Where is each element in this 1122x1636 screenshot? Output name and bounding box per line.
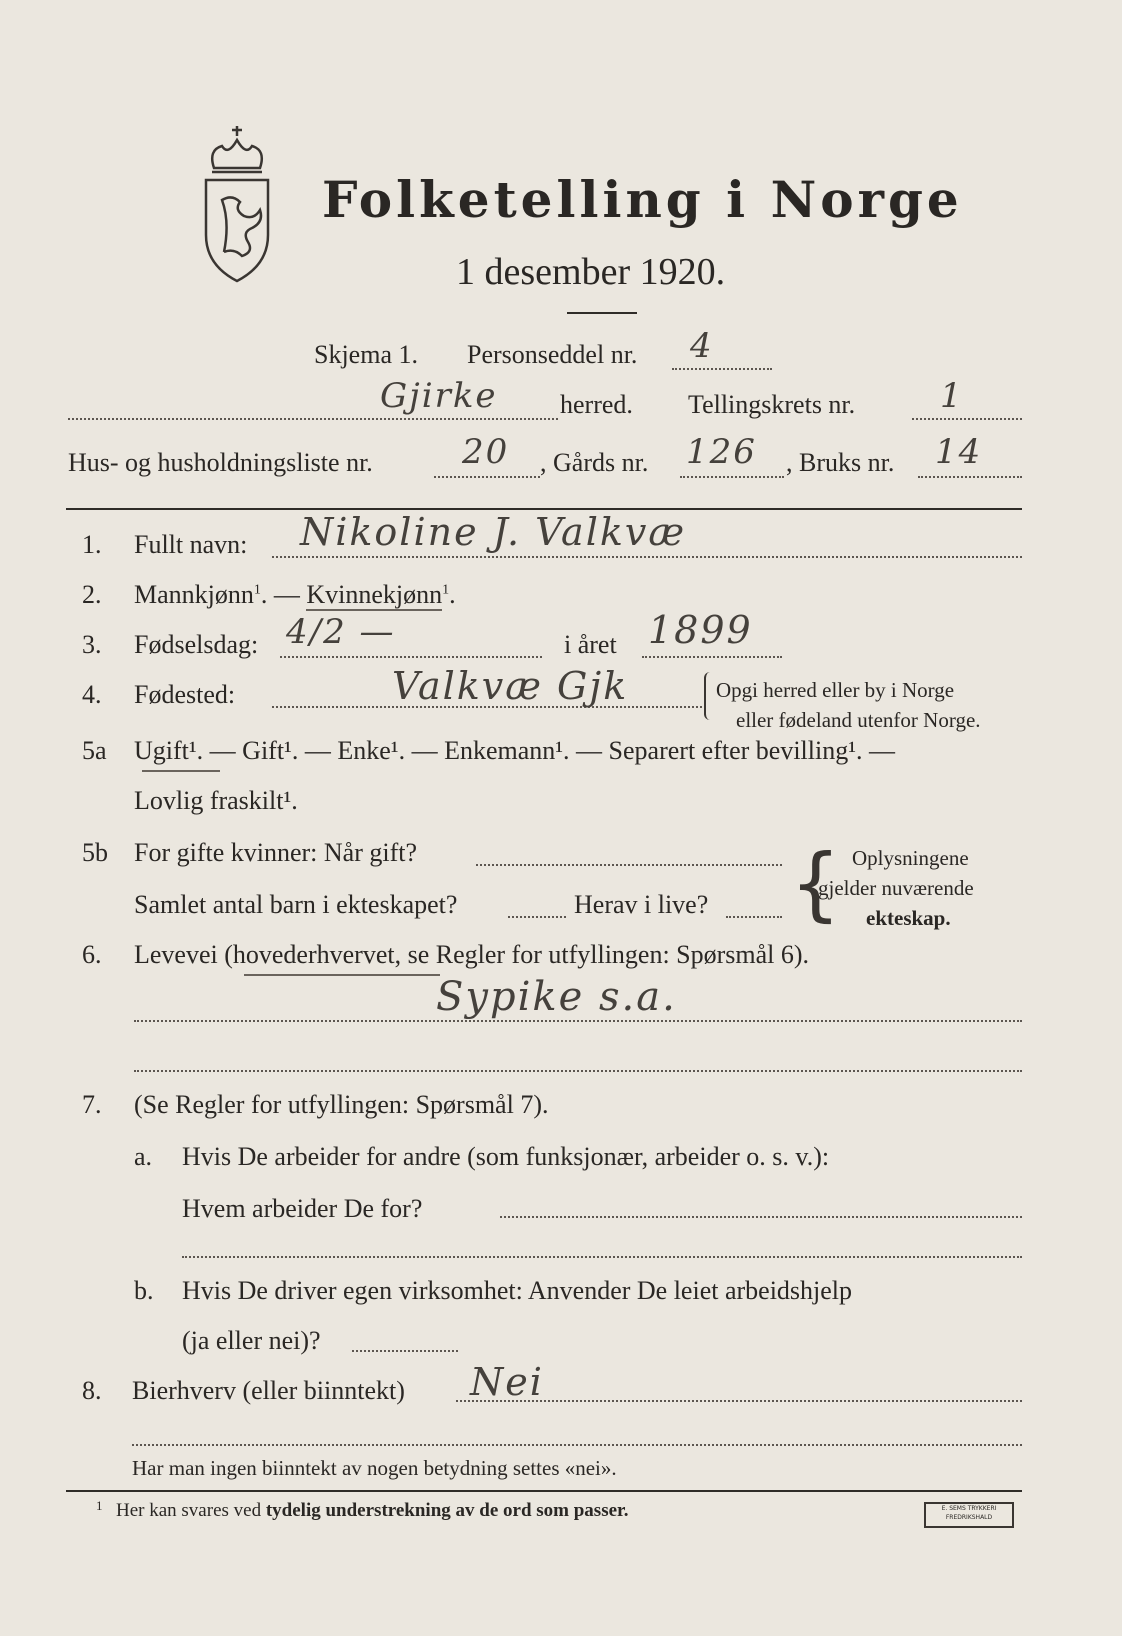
q5a-options: Ugift¹. — Gift¹. — Enke¹. — Enkemann¹. — Separert efter bevilling¹. — bbox=[134, 736, 896, 765]
form-title: Folketelling i Norge bbox=[322, 170, 963, 229]
q8-label: Bierhverv (eller biinntekt) bbox=[132, 1376, 405, 1405]
husholdningsliste-label: Hus- og husholdningsliste nr. bbox=[68, 448, 373, 477]
coat-of-arms-icon bbox=[192, 120, 282, 285]
mannkjonn-option: Mannkjønn bbox=[134, 580, 254, 609]
herred-label: herred. bbox=[560, 390, 633, 419]
personseddel-line bbox=[672, 368, 772, 370]
q7a-line-extra bbox=[182, 1256, 1022, 1258]
q5a-number: 5a bbox=[82, 736, 107, 765]
q1-label: Fullt navn: bbox=[134, 530, 248, 559]
q1-line bbox=[272, 556, 1022, 558]
q6-line-1 bbox=[134, 1020, 1022, 1022]
q7-label: (Se Regler for utfyllingen: Spørsmål 7). bbox=[134, 1090, 549, 1119]
personseddel-value: 4 bbox=[690, 326, 714, 366]
q4-number: 4. bbox=[82, 680, 102, 709]
q5b-children-line bbox=[508, 916, 566, 918]
title-divider bbox=[567, 312, 637, 314]
q3-label: Fødselsdag: bbox=[134, 630, 259, 659]
herred-line bbox=[68, 418, 558, 420]
q5b-note-line1: Oplysningene bbox=[852, 846, 969, 870]
tellingskrets-value: 1 bbox=[940, 376, 964, 416]
q5b-alive-label: Herav i live? bbox=[574, 890, 709, 919]
q5a-options-line2: Lovlig fraskilt¹. bbox=[134, 786, 298, 815]
bruks-line bbox=[918, 476, 1022, 478]
tellingskrets-label: Tellingskrets nr. bbox=[688, 390, 856, 419]
bruks-label: , Bruks nr. bbox=[786, 448, 895, 477]
printer-stamp-line1: E. SEMS TRYKKERI bbox=[941, 1505, 997, 1512]
gards-line bbox=[680, 476, 784, 478]
q2-sup-a: 1 bbox=[253, 582, 261, 598]
printer-stamp bbox=[924, 1502, 1014, 1528]
q6-number: 6. bbox=[82, 940, 102, 969]
q7a-line2: Hvem arbeider De for? bbox=[182, 1194, 423, 1223]
gards-value: 126 bbox=[686, 432, 757, 472]
q3-year-value: 1899 bbox=[648, 608, 753, 652]
q2-number: 2. bbox=[82, 580, 102, 609]
q5b-note-line3: ekteskap. bbox=[866, 906, 951, 930]
personseddel-label: Personseddel nr. bbox=[467, 340, 638, 369]
q8-line-extra bbox=[132, 1444, 1022, 1446]
ugift-underline bbox=[142, 770, 220, 772]
husholdningsliste-value: 20 bbox=[462, 432, 510, 472]
husholdningsliste-line bbox=[434, 476, 540, 478]
q4-note-line2: eller fødeland utenfor Norge. bbox=[736, 708, 981, 732]
hovederhvervet-underline bbox=[244, 974, 440, 976]
q3-value: 4/2 — bbox=[286, 612, 396, 652]
q4-note-line1: Opgi herred eller by i Norge bbox=[716, 678, 955, 702]
q4-value: Valkvæ Gjk bbox=[392, 664, 629, 708]
q6-line-2 bbox=[134, 1070, 1022, 1072]
q2-end: . bbox=[449, 580, 456, 609]
q1-number: 1. bbox=[82, 530, 102, 559]
q7b-line2: (ja eller nei)? bbox=[182, 1326, 321, 1355]
q8-value: Nei bbox=[470, 1360, 544, 1404]
q7b-line bbox=[352, 1350, 458, 1352]
q4-brace bbox=[704, 672, 716, 720]
q5b-number: 5b bbox=[82, 838, 108, 867]
q3-line bbox=[280, 656, 542, 658]
q2-options bbox=[134, 580, 456, 610]
footnote-text-b: tydelig understrekning av de ord som passer. bbox=[265, 1500, 629, 1521]
q5b-when-line bbox=[476, 864, 782, 866]
q6-label: Levevei (hovederhvervet, se Regler for utfyllingen: Spørsmål 6). bbox=[134, 940, 810, 969]
q5b-when-label: For gifte kvinner: Når gift? bbox=[134, 838, 418, 867]
q7b-line1: Hvis De driver egen virksomhet: Anvender De leiet arbeidshjelp bbox=[182, 1276, 853, 1305]
q2-separator: . — bbox=[260, 580, 307, 609]
footer-rule bbox=[66, 1490, 1022, 1492]
bruks-value: 14 bbox=[935, 432, 983, 472]
q3-year-line bbox=[642, 656, 782, 658]
q5b-note-line2: gjelder nuværende bbox=[818, 876, 974, 900]
q6-value: Sypike s.a. bbox=[436, 974, 677, 1020]
q5b-alive-line bbox=[726, 916, 782, 918]
q5b-children-label: Samlet antal barn i ekteskapet? bbox=[134, 890, 458, 919]
q4-label: Fødested: bbox=[134, 680, 236, 709]
q7-number: 7. bbox=[82, 1090, 102, 1119]
footer-note: Har man ingen biinntekt av nogen betydning settes «nei». bbox=[132, 1456, 617, 1480]
gards-label: , Gårds nr. bbox=[540, 448, 649, 477]
census-date: 1 desember 1920. bbox=[456, 251, 726, 293]
kvinnekjonn-option: Kvinnekjønn bbox=[306, 580, 443, 609]
q7b-letter: b. bbox=[134, 1276, 154, 1305]
footnote-number: 1 bbox=[96, 1498, 103, 1513]
herred-value: Gjirke bbox=[380, 376, 498, 416]
q3-number: 3. bbox=[82, 630, 102, 659]
q7a-letter: a. bbox=[134, 1142, 153, 1171]
q1-value: Nikoline J. Valkvæ bbox=[300, 510, 687, 554]
q5b-brace: { bbox=[790, 837, 841, 930]
q7a-line1: Hvis De arbeider for andre (som funksjonær, arbeider o. s. v.): bbox=[182, 1142, 830, 1171]
q7a-line bbox=[500, 1216, 1022, 1218]
tellingskrets-line bbox=[912, 418, 1022, 420]
q3-year-label: i året bbox=[564, 630, 617, 659]
footnote-text-a: Her kan svares ved bbox=[116, 1500, 262, 1521]
printer-stamp-line2: FREDRIKSHALD bbox=[945, 1514, 993, 1521]
skjema-label: Skjema 1. bbox=[314, 340, 418, 369]
q2-sup-b: 1 bbox=[442, 582, 450, 598]
q8-number: 8. bbox=[82, 1376, 102, 1405]
footnote-text bbox=[116, 1500, 628, 1522]
